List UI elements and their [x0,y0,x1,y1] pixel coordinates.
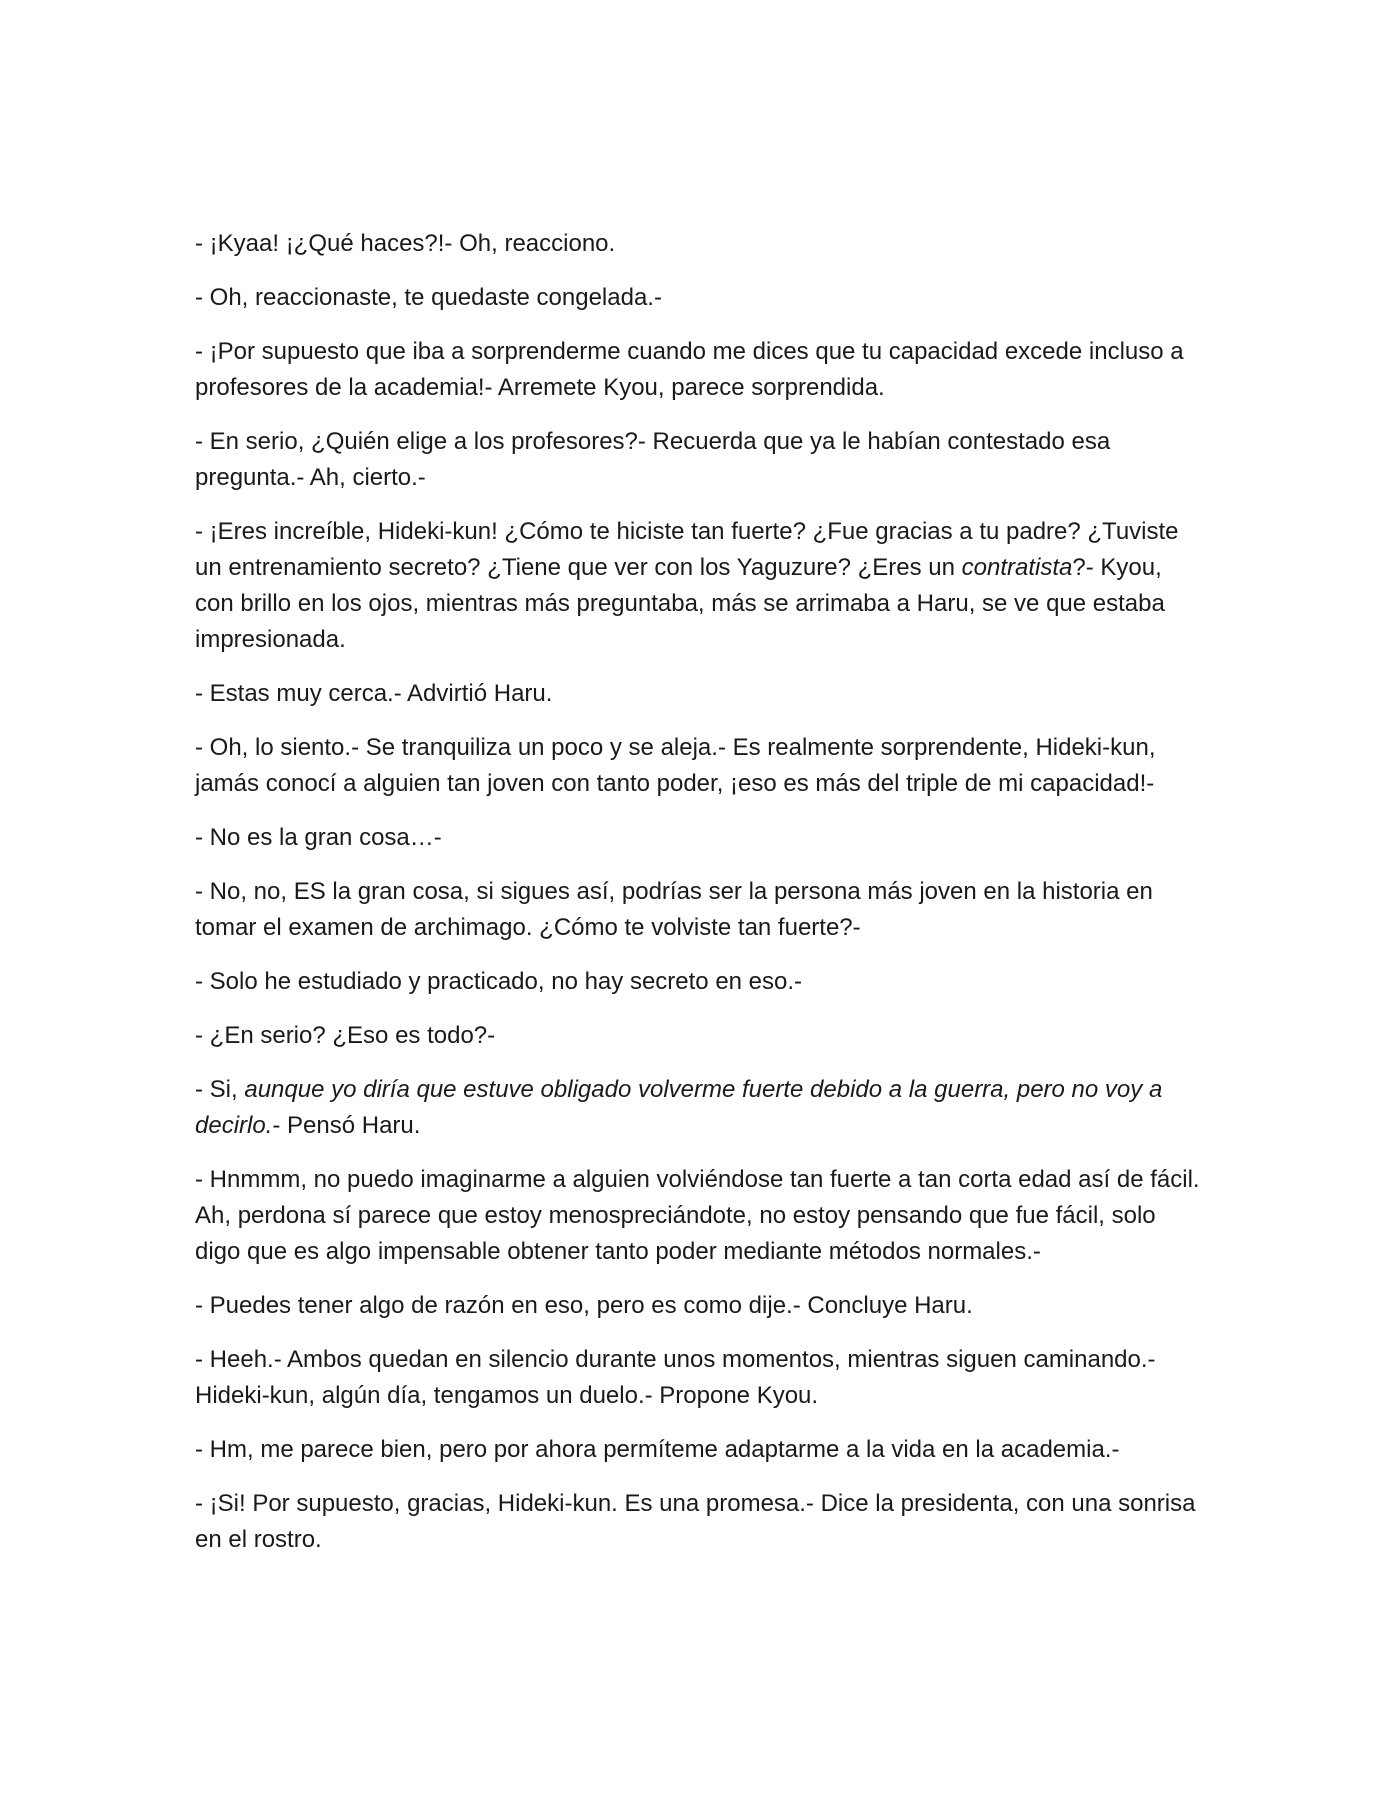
paragraph [195,964,1205,1000]
paragraph [195,424,1205,496]
text-run: - Hm, me parece bien, pero por ahora permíteme adaptarme a la vida en la academia.- [195,1436,1120,1463]
text-run: - ¡Eres increíble, Hideki-kun! ¿Cómo te hiciste tan fuerte? ¿Fue gracias a tu padre? ¿Tuviste un entrenamiento secreto? ¿Tiene que ver con los Yaguzure? ¿Eres un [195,518,1179,581]
paragraph [195,334,1205,406]
text-run: ?- Kyou, con brillo en los ojos, mientras más preguntaba, más se arrimaba a Haru, se ve que estaba impresionada. [195,554,1165,653]
paragraph [195,1342,1205,1414]
text-run: - ¡Si! Por supuesto, gracias, Hideki-kun. Es una promesa.- Dice la presidenta, con una sonrisa en el rostro. [195,1490,1196,1553]
text-run: - ¡Por supuesto que iba a sorprenderme cuando me dices que tu capacidad excede incluso a profesores de la academia!- Arremete Kyou, parece sorprendida. [195,338,1184,401]
paragraph [195,874,1205,946]
text-run: - En serio, ¿Quién elige a los profesores?- Recuerda que ya le habían contestado esa pregunta.- Ah, cierto.- [195,428,1111,491]
paragraph [195,280,1205,316]
paragraph [195,1018,1205,1054]
paragraph [195,1486,1205,1558]
text-run: - No, no, ES la gran cosa, si sigues así, podrías ser la persona más joven en la historia en tomar el examen de archimago. ¿Cómo te volviste tan fuerte?- [195,878,1153,941]
text-run: - Puedes tener algo de razón en eso, pero es como dije.- Concluye Haru. [195,1292,973,1319]
text-run: - Estas muy cerca.- Advirtió Haru. [195,680,553,707]
paragraph [195,820,1205,856]
document-body [195,226,1205,1576]
text-run: - Pensó Haru. [272,1112,421,1139]
text-run: - Hnmmm, no puedo imaginarme a alguien volviéndose tan fuerte a tan corta edad así de fácil. Ah, perdona sí parece que estoy menospreciándote, no estoy pensando que fue fácil, solo digo que es algo impensable obtener tanto poder mediante métodos normales.- [195,1166,1200,1265]
paragraph [195,730,1205,802]
paragraph [195,514,1205,658]
text-run: - Heeh.- Ambos quedan en silencio durante unos momentos, mientras siguen caminando.- Hideki-kun, algún día, tengamos un duelo.- Propone Kyou. [195,1346,1156,1409]
text-run: - Oh, reaccionaste, te quedaste congelada.- [195,284,662,311]
paragraph [195,1072,1205,1144]
text-run: - Oh, lo siento.- Se tranquiliza un poco y se aleja.- Es realmente sorprendente, Hideki-kun, jamás conocí a alguien tan joven con tanto poder, ¡eso es más del triple de mi capacidad!- [195,734,1156,797]
paragraph [195,226,1205,262]
text-run: - Solo he estudiado y practicado, no hay secreto en eso.- [195,968,803,995]
italic-text: aunque yo diría que estuve obligado volverme fuerte debido a la guerra, pero no voy a decirlo. [195,1076,1163,1139]
paragraph [195,1432,1205,1468]
text-run: - ¡Kyaa! ¡¿Qué haces?!- Oh, reacciono. [195,230,616,257]
text-run: - Si, [195,1076,245,1103]
text-run: - ¿En serio? ¿Eso es todo?- [195,1022,496,1049]
italic-text: contratista [961,554,1073,581]
paragraph [195,1162,1205,1270]
paragraph [195,676,1205,712]
paragraph [195,1288,1205,1324]
text-run: - No es la gran cosa…- [195,824,442,851]
